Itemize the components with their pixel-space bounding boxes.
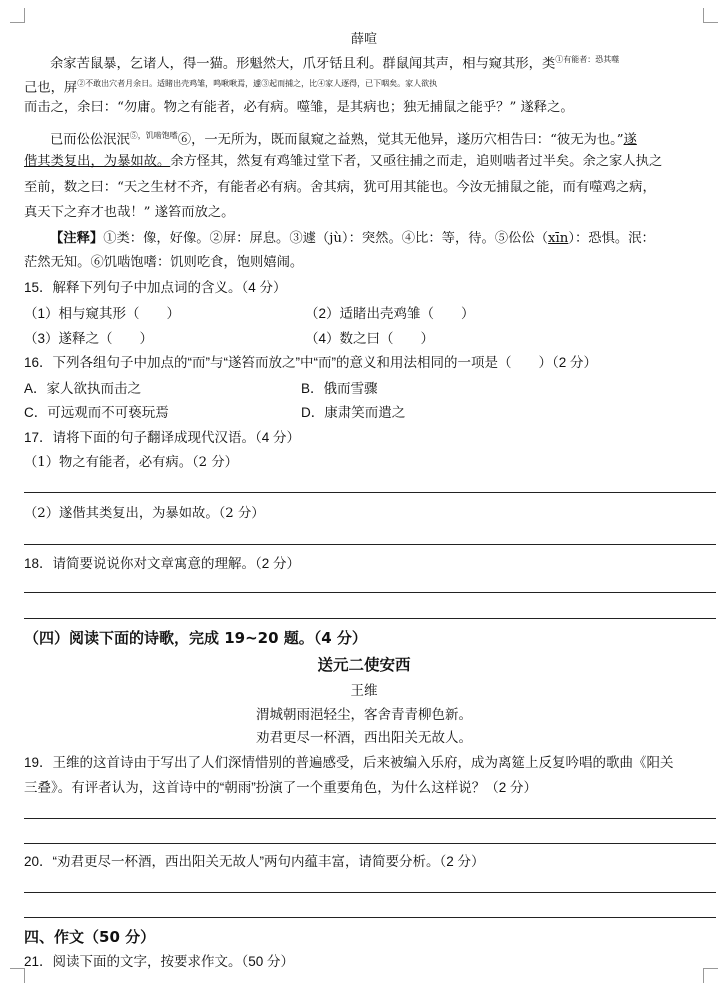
section-4-heading: （四）阅读下面的诗歌，完成 19~20 题。（4 分）: [24, 629, 367, 647]
q15-item-2: （2）适睹出壳鸡雏（ ）: [305, 306, 475, 321]
notes-line1: 【注释】①类：像，好像。②屏：屏息。③遽（jù）：突然。④比：等，待。⑤伀伀（xīn）：恐惧。泯：: [50, 231, 655, 246]
passage-p1-line1: 余家苦鼠暴，乞诸人，得一猫。形魁然大，爪牙铦且利。群鼠闻其声，相与窥其形，类$^{①有能者:恐其噬}$: [50, 55, 620, 72]
crop-mark-top-left: [10, 8, 25, 23]
crop-mark-top-right: [703, 8, 718, 23]
passage-author: 薛喧: [350, 32, 377, 47]
poem-author: 王维: [350, 683, 378, 698]
q16-option-d: D．康肃笑而遣之: [301, 405, 406, 420]
poem-title: 送元二使安西: [317, 656, 411, 674]
q21-stem: 21．阅读下面的文字，按要求作文。（50 分）: [24, 954, 295, 969]
passage-p2-line4: 真天下之弃才也哉！” 遂笞而放之。: [24, 205, 235, 220]
q16-option-b: B．俄而雪骤: [301, 381, 378, 396]
crop-mark-bottom-left: [10, 968, 25, 983]
q19-stem-line-1: 19．王维的这首诗由于写出了人们深情惜别的普遍感受，后来被编入乐府，成为离筵上反复吟唱的歌曲《阳关: [24, 755, 674, 770]
answer-line: [24, 818, 716, 819]
answer-line: [24, 892, 716, 893]
q19-stem-line-2: 三叠》。有评者认为，这首诗中的“朝雨”扮演了一个重要角色，为什么这样说？（2 分）: [24, 780, 537, 795]
q15-item-1: （1）相与窥其形（ ）: [24, 306, 181, 321]
q16-stem: 16．下列各组句子中加点的“而”与“遂笞而放之”中“而”的意义和用法相同的一项是（ ）（2 分）: [24, 355, 597, 370]
essay-heading: 四、作文（50 分）: [24, 928, 156, 946]
answer-line: [24, 544, 716, 545]
answer-line: [24, 917, 716, 918]
answer-line: [24, 618, 716, 619]
q15-stem: 15．解释下列句子中加点词的含义。（4 分）: [24, 280, 287, 295]
passage-p1-line2: 己也，屏$^{②不敢出穴者月余日。适睹出壳鸡雏,鸣啾啾焉,遽③起而捕之,比④家人逐得,已下咽矣。家人欲执}$: [24, 79, 438, 96]
poem-line-2: 劝君更尽一杯酒，西出阳关无故人。: [256, 730, 472, 745]
q15-item-4: （4）数之曰（ ）: [305, 331, 435, 346]
q16-option-a: A．家人欲执而击之: [24, 381, 142, 396]
answer-line: [24, 492, 716, 493]
q17-sentence-1: （1）物之有能者，必有病。（2 分）: [24, 455, 238, 470]
q20-stem: 20．“劝君更尽一杯酒，西出阳关无故人”两句内蕴丰富，请简要分析。（2 分）: [24, 854, 485, 869]
notes-label: 【注释】: [50, 231, 104, 246]
passage-p2-line2: 偕其类复出，为暴如故。余方怪其，然复有鸡雏过堂下者，又亟往捕之而走，追则啮者过半矣。余之家人执之: [24, 154, 663, 169]
answer-line: [24, 843, 716, 844]
passage-p2-line1: 已而伀伀泯泯$^{⑤,饥啮饱嗜}$⑥，一无所为，既而鼠窥之益熟，觉其无他异，遂历穴相告曰：“彼无为也。”遂: [50, 131, 637, 148]
q18-stem: 18．请简要说说你对文章寓意的理解。（2 分）: [24, 556, 301, 571]
q17-sentence-2: （2）遂偕其类复出，为暴如故。（2 分）: [24, 506, 265, 521]
q15-item-3: （3）遂释之（ ）: [24, 331, 154, 346]
passage-p1-line3: 而击之，余曰：“勿庸。物之有能者，必有病。噬雏，是其病也；独无捕鼠之能乎？” 遂释之。: [24, 100, 574, 115]
q17-stem: 17．请将下面的句子翻译成现代汉语。（4 分）: [24, 430, 301, 445]
poem-line-1: 渭城朝雨浥轻尘，客舍青青柳色新。: [256, 707, 472, 722]
q16-option-c: C．可远观而不可亵玩焉: [24, 405, 169, 420]
answer-line: [24, 592, 716, 593]
passage-p2-line3: 至前，数之曰：“天之生材不齐，有能者必有病。舍其病，犹可用其能也。今汝无捕鼠之能，而有噬鸡之病，: [24, 180, 656, 195]
notes-line2: 茫然无知。⑥饥啮饱嗜：饥则吃食，饱则嬉闹。: [24, 255, 304, 270]
